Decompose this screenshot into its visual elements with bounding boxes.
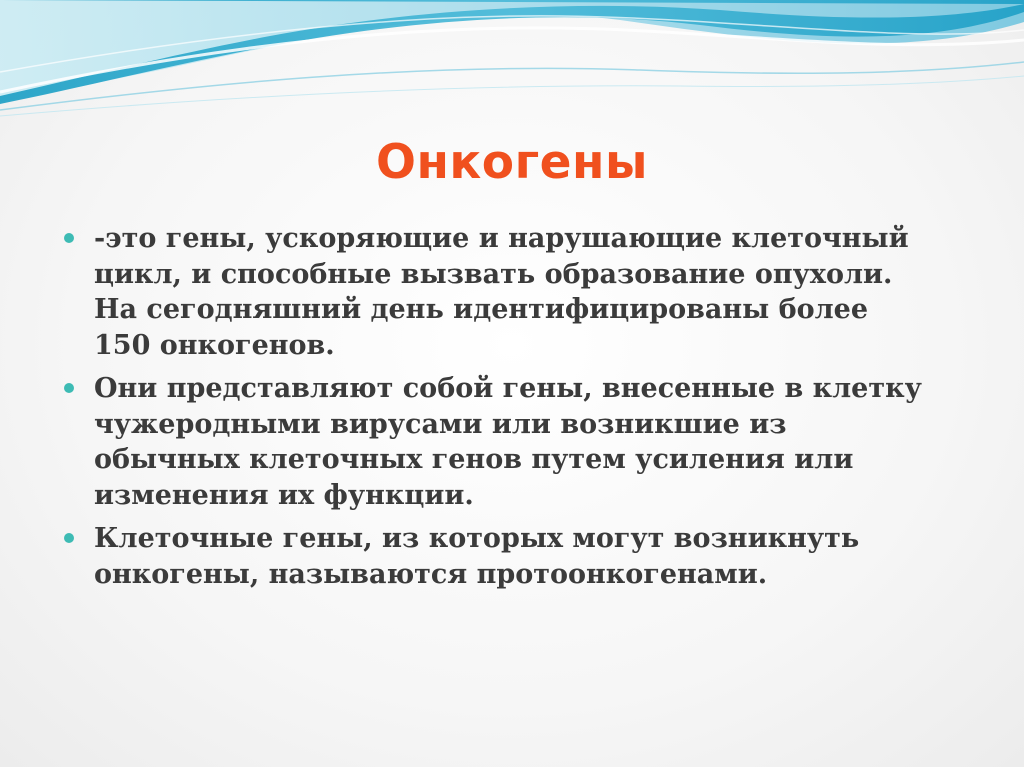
bullet-dot-icon bbox=[64, 533, 74, 543]
bullet-item bbox=[64, 221, 984, 363]
bullet-line: онкогены, называются протоонкогенами. bbox=[94, 558, 768, 590]
bullet-line: изменения их функции. bbox=[94, 479, 474, 511]
bullet-item bbox=[64, 521, 984, 592]
bullet-line: Клеточные гены, из которых могут возникнуть bbox=[94, 523, 860, 554]
bullet-line: -это гены, ускоряющие и нарушающие клеточный bbox=[94, 223, 909, 254]
bullet-item bbox=[64, 371, 984, 513]
bullet-line: цикл, и способные вызвать образование опухоли. bbox=[94, 258, 893, 290]
bullet-list bbox=[64, 221, 984, 600]
bullet-dot-icon bbox=[64, 383, 74, 393]
slide-title: Онкогены bbox=[375, 135, 649, 190]
bullet-line: обычных клеточных генов путем усиления или bbox=[94, 444, 854, 475]
wave-decoration bbox=[0, 0, 1024, 130]
bullet-line: чужеродными вирусами или возникшие из bbox=[94, 408, 787, 440]
bullet-line: На сегодняшний день идентифицированы более bbox=[94, 294, 869, 325]
bullet-line: 150 онкогенов. bbox=[94, 329, 335, 361]
bullet-line: Они представляют собой гены, внесенные в клетку bbox=[94, 373, 922, 404]
bullet-dot-icon bbox=[64, 233, 74, 243]
